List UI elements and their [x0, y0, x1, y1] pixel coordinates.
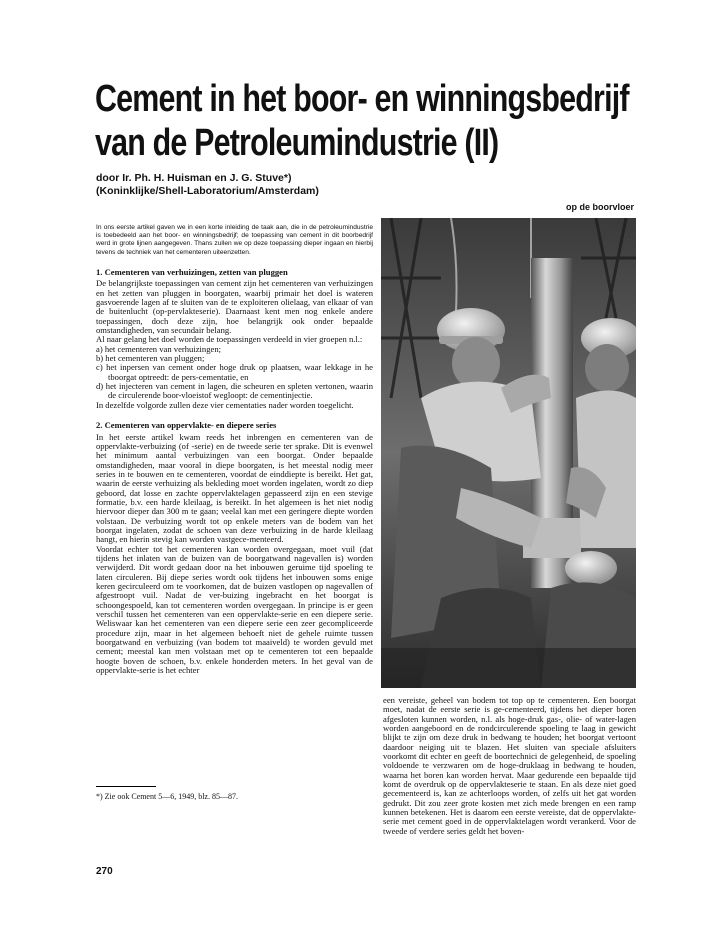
- footnote: *) Zie ook Cement 5—6, 1949, blz. 85—87.: [96, 792, 238, 801]
- footnote-divider: [96, 786, 156, 787]
- title-line-1: Cement in het boor- en winningsbedrijf: [95, 78, 629, 120]
- right-column-paragraph: een vereiste, geheel van bodem tot top op te cementeren. Een boorgat moet, nadat de eerste serie is ge-cementeerd, tijdens het dieper boren afgesloten kunnen worden, n.l. als hoge-druk gas-, olie- of water-lagen worden aangeboord en de rondcirculerende spoeling te laag in gewicht blijkt te zijn om deze druk in bedwang te houden; het boorgat vertoont daardoor neiging uit te blazen. Het sluiten van speciale afsluiters voorkomt dit echter en geeft de boortechnici de gelegenheid, de spoeling voldoende te verzwaren om de hoge-druklaag in bedwang te houden, waarna het boren kan worden hervat. Maar gedurende een bepaalde tijd komt de overdruk op de oppervlakteserie te staan. En als deze niet goed gecementeerd is, kan ze achterloops worden, of zelfs uit het gat worden gedrukt. Dit zou zeer grote kosten met zich mede brengen en een ramp kunnen betekenen. Het is daarom een eerste vereiste, dat de oppervlakte-serie met cement goed in de oppervlaktelagen wordt verankerd. Voor de tweede of verdere series geldt het boven-: [383, 695, 636, 836]
- section-2-heading: 2. Cementeren van oppervlakte- en diepere series: [96, 420, 277, 431]
- list-item-b: b) het cementeren van pluggen;: [96, 353, 205, 364]
- affiliation: (Koninklijke/Shell-Laboratorium/Amsterdam): [96, 185, 319, 197]
- photo-caption: op de boorvloer: [565, 202, 634, 212]
- page-number: 270: [96, 866, 113, 877]
- right-column: [383, 696, 636, 836]
- list-item-d: d) het injecteren van cement in lagen, die scheuren en spleten vertonen, waarin de circulerende boor-vloeistof wegloopt: de cementinjectie.: [96, 381, 373, 401]
- left-column: [96, 266, 373, 675]
- list-item-c: c) het inpersen van cement onder hoge druk op plaatsen, waar lekkage in he tboorgat optreedt: de pers-cementatie, en: [96, 362, 373, 382]
- section-2-paragraph-2: Voordat echter tot het cementeren kan worden overgegaan, moet vuil (dat tijdens het inlaten van de buizen van de boorgatwand nagevallen is) worden verwijderd. Dit wordt gedaan door na het inbouwen geruime tijd spoeling te laten circuleren. Bij diepe series wordt ook tijdens het inbouwen soms enige keren gecirculeerd om te voorkomen, dat de buizen vastlopen op nagevallen of afgestroopt vuil. Nadat de ver-buizing ingebracht en het boorgat is schoongespoeld, kan tot cementeren worden overgegaan. In principe is er geen verschil tussen het cementeren van een oppervlakte-serie en een diepere serie. Weliswaar kan het cementeren van een diepere serie een zeer gecompliceerde procedure zijn, maar in het algemeen behoeft niet de gehele ruimte tussen boorgatwand en verbuizing (van bodem tot maaiveld) te worden gevuld met cement; meestal kan men volstaan met op te cementeren tot een bepaalde hoogte boven de schoen, b.v. enkele honderden meters. In het geval van de oppervlakte-serie is het echter: [96, 543, 373, 676]
- section-1-heading: 1. Cementeren van verhuizingen, zetten van pluggen: [96, 267, 288, 277]
- authors: door Ir. Ph. H. Huisman en J. G. Stuve*): [96, 172, 292, 184]
- section-1-paragraph-2: Al naar gelang het doel worden de toepassingen verdeeld in vier groepen n.l.:: [96, 334, 363, 345]
- section-1-paragraph-1: De belangrijkste toepassingen van cement zijn het cementeren van verhuizingen en het zetten van pluggen in boorgaten, waarbij primair het doel is wateren gasvoerende lagen af te sluiten van de te exploiteren olielaag, van elkaar of van de buitenlucht (op-pervlakteserie). Daarnaast kent men nog enkele andere toepassingen, doch deze zijn, hoe belangrijk ook onder bepaalde omstandigheden, van secundair belang.: [96, 278, 373, 336]
- list-item-a: a) het cementeren van verhuizingen;: [96, 343, 222, 354]
- intro-paragraph: In ons eerste artikel gaven we in een korte inleiding de taak aan, die in de petroleumindustrie is toebedeeld aan het boor- en winningsbedrijf; de toepassing van cement in dit boorbedrijf werd in grote lijnen aangegeven. Thans zullen we op deze toepassing dieper ingaan en hierbij tevens de techniek van het cementeren uiteenzetten.: [96, 224, 373, 256]
- section-2-paragraph-1: In het eerste artikel kwam reeds het inbrengen en cementeren van de oppervlakte-verbuizing (of -serie) en de tweede serie ter sprake. Dit is evenwel het minimum aantal verbuizingen van een boorgat. Onder bepaalde omstandigheden, maar vooral in diepe boorgaten, is het meestal nodig meer series in te bouwen en te cementeren, voordat de einddiepte is bereikt. Het gat, waarin de eerste verhuizing als bekleding moet worden ingelaten, wordt zo diep geboord, dat losse en zachte oppervlaktelagen gepasseerd zijn en een stevige formatie, b.v. een harde kleilaag, is bereikt. In het algemeen is het niet nodig hiervoor dieper dan 300 m te gaan; veelal kan met een geringere diepte worden volstaan. De verbuizing wordt tot op enkele meters van de bodem van het boorgat ingelaten, zodat de schoen van deze verbuizing in de harde kleilaag hangt, en hierin stevig kan worden vastgece-menteerd.: [96, 431, 373, 545]
- title-line-2: van de Petroleumindustrie (II): [95, 122, 499, 164]
- section-1-paragraph-3: In dezelfde volgorde zullen deze vier cementaties nader worden toegelicht.: [96, 399, 354, 410]
- byline: [96, 172, 319, 198]
- oil-rig-workers-photo: [381, 218, 636, 688]
- article-title: [95, 78, 629, 166]
